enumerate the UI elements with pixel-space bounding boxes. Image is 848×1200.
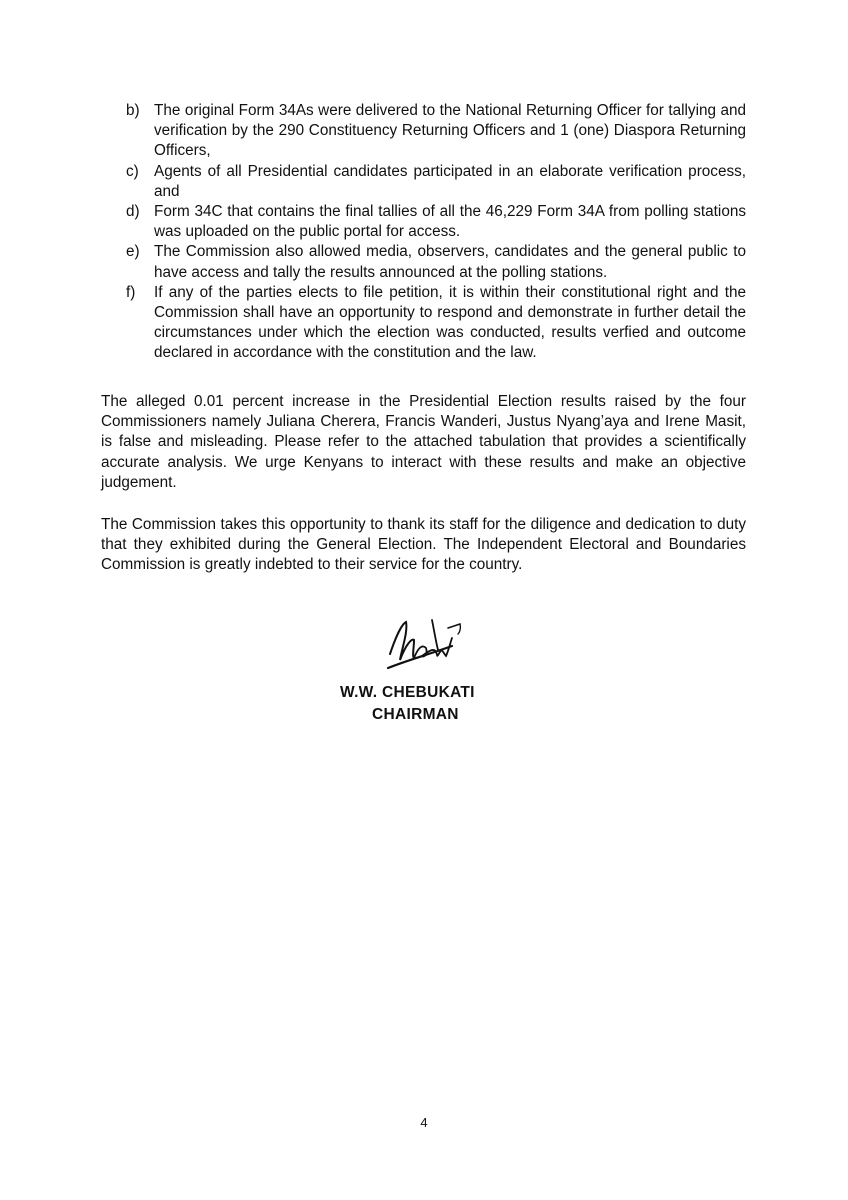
handwritten-signature [384,614,464,676]
paragraph-thanks: The Commission takes this opportunity to thank its staff for the diligence and dedication to duty that they exhibited during the General Election. The Independent Electoral and Boundaries Commission is greatly indebted to their service for the country. [101,516,746,574]
list-marker: c) [126,162,139,180]
list-item [126,202,746,242]
list-item-text: Agents of all Presidential candidates participated in an elaborate verification process, and [154,162,746,200]
list-item-text: If any of the parties elects to file petition, it is within their constitutional right and the Commission shall have an opportunity to respond and demonstrate in further detail the circumstances under which the election was conducted, results verfied and outcome declared in accordance with the constitution and the law. [154,283,746,362]
points-list [126,101,746,364]
page-number: 4 [420,1115,428,1130]
list-item-text: The Commission also allowed media, observers, candidates and the general public to have access and tally the results announced at the polling stations. [154,243,746,281]
signatory-name: W.W. CHEBUKATI [340,684,475,701]
list-marker: e) [126,243,140,261]
list-marker: d) [126,203,140,221]
list-item-text: The original Form 34As were delivered to the National Returning Officer for tallying and verification by the 290 Constituency Returning Officers and 1 (one) Diaspora Returning Officers, [154,102,746,160]
list-item [126,242,746,282]
list-marker: f) [126,283,136,301]
paragraph-alleged-increase: The alleged 0.01 percent increase in the Presidential Election results raised by the four Commissioners namely Juliana Cherera, Francis Wanderi, Justus Nyang’aya and Irene Masit, is false and misleading. Please refer to the attached tabulation that provides a scientifically accurate analysis. We urge Kenyans to interact with these results and make an objective judgement. [101,393,746,491]
signatory-title: CHAIRMAN [372,706,459,723]
list-item [126,101,746,162]
list-item [126,162,746,202]
list-item [126,283,746,364]
list-item-text: Form 34C that contains the final tallies of all the 46,229 Form 34A from polling stations was uploaded on the public portal for access. [154,203,746,241]
list-marker: b) [126,102,140,119]
